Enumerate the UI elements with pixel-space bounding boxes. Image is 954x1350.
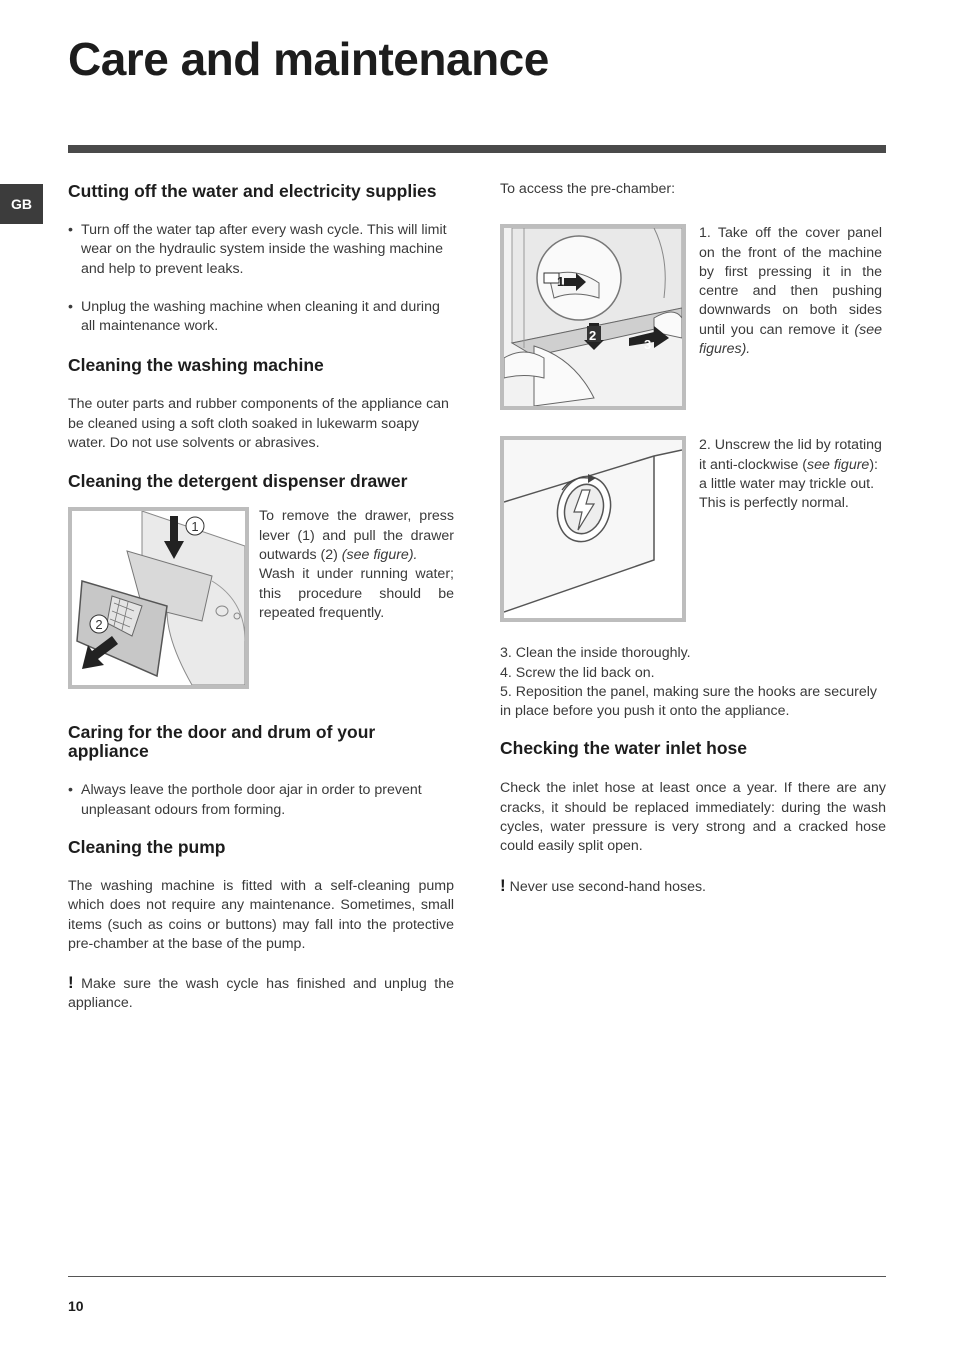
language-tab: GB [0, 184, 43, 224]
step2-block [500, 436, 886, 622]
list-item: • Turn off the water tap after every wash cycle. This will limit wear on the hydraulic system inside the washing machine and help to prevent leaks. [68, 221, 454, 279]
step1-main: 1. Take off the cover panel on the front of the machine by first pressing it in the centre and then pushing downwards on both sides until you can remove it [699, 225, 882, 338]
heading-door-drum: Caring for the door and drum of your appliance [68, 722, 376, 762]
drawer-label-2: 2 [95, 617, 103, 633]
drawer-text-a-main: To remove the drawer, press lever (1) and pull the drawer outwards (2) [259, 508, 454, 563]
panel-label-2: 2 [589, 328, 597, 344]
lid-illustration [504, 440, 682, 618]
step-4: 4. Screw the lid back on. [500, 664, 655, 681]
heading-inlet-hose: Checking the water inlet hose [500, 738, 747, 759]
drawer-text-b: Wash it under running water; this procedure should be repeated frequently. [259, 566, 454, 621]
step1-block [500, 224, 886, 410]
drawer-illustration [72, 511, 245, 685]
step-5: 5. Reposition the panel, making sure the hooks are securely in place before you push it onto the appliance. [500, 683, 877, 720]
drawer-label-1: 1 [191, 519, 199, 535]
list-item: • Unplug the washing machine when cleaning it and during all maintenance work. [68, 298, 454, 337]
warning-mark: ! [500, 875, 506, 895]
hose-warning [500, 876, 886, 897]
dispenser-drawer-block [68, 507, 454, 689]
heading-cutting-off-supplies: Cutting off the water and electricity supplies [68, 181, 437, 201]
supplies-bullet-list [68, 221, 454, 336]
lid-figure [500, 436, 686, 622]
cover-panel-illustration [504, 228, 682, 406]
pump-warning-text: Make sure the wash cycle has finished and unplug the appliance. [68, 976, 454, 1012]
step-3: 3. Clean the inside thoroughly. [500, 645, 691, 662]
step1-text [699, 224, 882, 410]
step2-text [699, 436, 882, 622]
cleaning-machine-text: The outer parts and rubber components of the appliance can be cleaned using a soft cloth soaked in lukewarm soapy water. Do not use solvents or abrasives. [68, 396, 449, 452]
list-item: • Always leave the porthole door ajar in order to prevent unpleasant odours from forming. [68, 781, 454, 820]
heading-dispenser-drawer: Cleaning the detergent dispenser drawer [68, 471, 408, 492]
dispenser-drawer-text [259, 507, 454, 689]
cleaning-pump-text: The washing machine is fitted with a self-cleaning pump which does not require any maintenance. Sometimes, small items (such as coins or buttons) may fall into the protective pre-chamber at the base of the pump. [68, 877, 454, 952]
step2-main-a: 2. Unscrew the lid by rotating it anti-clockwise ( [699, 437, 882, 473]
pump-warning [68, 973, 454, 1014]
door-drum-bullet-list [68, 781, 454, 820]
dispenser-drawer-figure [68, 507, 249, 689]
hose-warning-text: Never use second-hand hoses. [505, 878, 706, 895]
steps-list [500, 644, 886, 721]
drawer-text-a-em: (see figure). [341, 546, 418, 563]
page-title: Care and maintenance [68, 33, 549, 85]
panel-label-1: 1 [557, 274, 565, 290]
left-column [68, 180, 454, 1014]
step1-em: (see figures). [699, 321, 882, 358]
heading-cleaning-pump: Cleaning the pump [68, 836, 226, 857]
step2-main-b: ): a little water may trickle out. This is perfectly normal. [699, 456, 878, 512]
right-column [500, 180, 886, 897]
step2-em: see figure [807, 456, 870, 473]
pre-chamber-intro: To access the pre-chamber: [500, 181, 676, 197]
warning-mark: ! [68, 973, 74, 993]
cover-panel-figure [500, 224, 686, 410]
inlet-hose-text: Check the inlet hose at least once a year. If there are any cracks, it should be replaced immediately: during the wash cycles, water pressure is very strong and a cracked hose could easily split open. [500, 780, 886, 855]
header-rule [68, 145, 886, 153]
panel-label-3: 3 [644, 337, 652, 353]
footer-rule [68, 1276, 886, 1277]
heading-cleaning-machine: Cleaning the washing machine [68, 355, 324, 376]
page-number: 10 [68, 1298, 84, 1314]
drawer-text-a [259, 507, 454, 565]
